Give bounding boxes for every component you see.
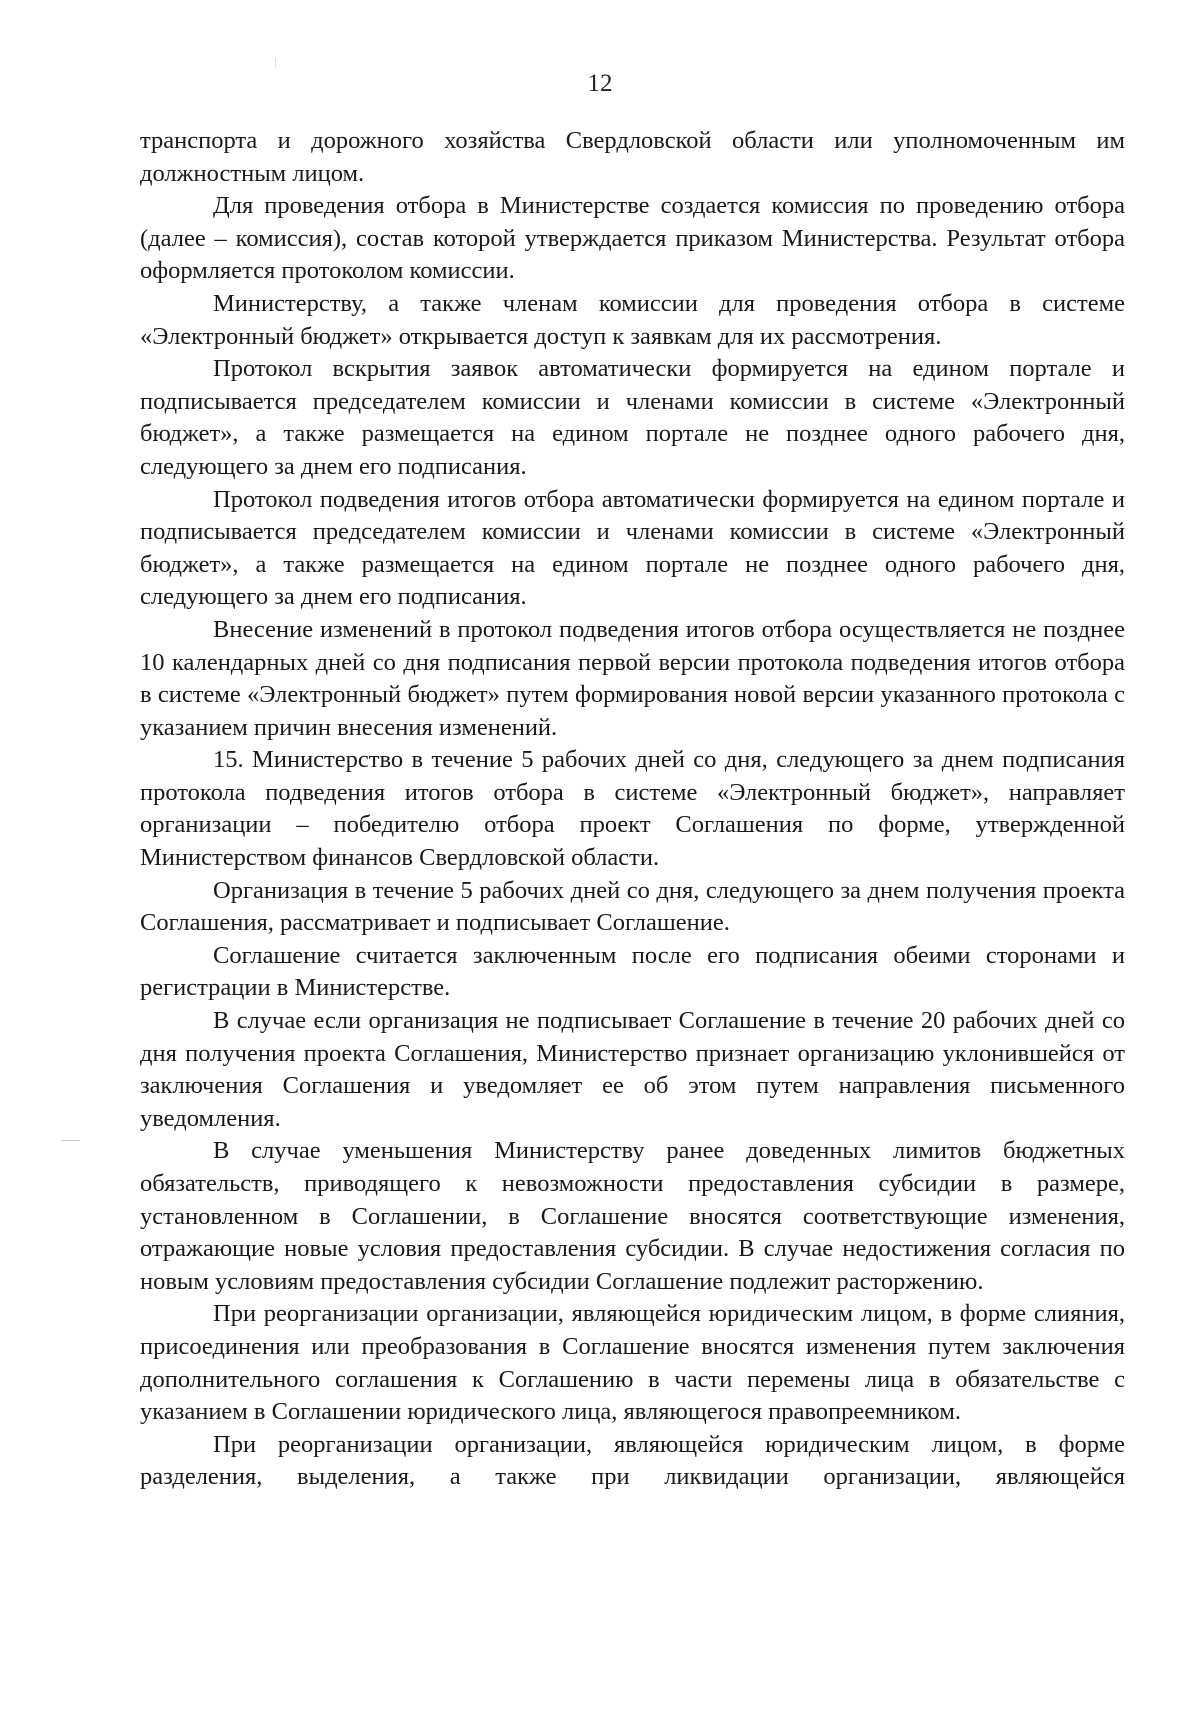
paragraph-continuation: транспорта и дорожного хозяйства Свердловской области или уполномоченным им должностным лицом. bbox=[140, 127, 1125, 187]
document-body bbox=[140, 125, 1125, 1494]
paragraph-agreement-concluded: Соглашение считается заключенным после его подписания обеими сторонами и регистрации в Министерстве. bbox=[140, 941, 1125, 1002]
paragraph-signing-term: Организация в течение 5 рабочих дней со дня, следующего за днем получения проекта Соглашения, рассматривает и подписывает Соглашение. bbox=[140, 876, 1125, 937]
scan-mark bbox=[62, 1140, 80, 1141]
page-number: 12 bbox=[587, 70, 613, 97]
paragraph-access: Министерству, а также членам комиссии для проведения отбора в системе «Электронный бюджет» открывается доступ к заявкам для их рассмотрения. bbox=[140, 289, 1125, 350]
paragraph-opening-protocol: Протокол вскрытия заявок автоматически формируется на едином портале и подписывается председателем комиссии и членами комиссии в системе «Электронный бюджет», а также размещается на едином портале не позднее одного рабочего дня, следующего за днем его подписания. bbox=[140, 355, 1125, 480]
scan-mark bbox=[275, 58, 276, 68]
paragraph-evasion: В случае если организация не подписывает Соглашение в течение 20 рабочих дней со дня получения проекта Соглашения, Министерство признает организацию уклонившейся от заключения Соглашения и уведомляет ее об этом путем направления письменного уведомления. bbox=[140, 1007, 1125, 1132]
paragraph-commission: Для проведения отбора в Министерстве создается комиссия по проведению отбора (далее – комиссия), состав которой утверждается приказом Министерства. Результат отбора оформляется протоколом комиссии. bbox=[140, 192, 1125, 285]
paragraph-reorganization-merger: При реорганизации организации, являющейся юридическим лицом, в форме слияния, присоединения или преобразования в Соглашение вносятся изменения путем заключения дополнительного соглашения к Соглашению в части перемены лица в обязательстве с указанием в Соглашении юридического лица, являющегося правопреемником. bbox=[140, 1300, 1125, 1426]
paragraph-results-protocol: Протокол подведения итогов отбора автоматически формируется на едином портале и подписывается председателем комиссии и членами комиссии в системе «Электронный бюджет», а также размещается на едином портале не позднее одного рабочего дня, следующего за днем его подписания. bbox=[140, 485, 1125, 611]
paragraph-item-15: 15. Министерство в течение 5 рабочих дней со дня, следующего за днем подписания протокола подведения итогов отбора в системе «Электронный бюджет», направляет организации – победителю отбора проект Соглашения по форме, утвержденной Министерством финансов Свердловской области. bbox=[140, 746, 1125, 872]
paragraph-reorganization-division: При реорганизации организации, являющейся юридическим лицом, в форме разделения, выделения, а также при ликвидации организации, являющейся bbox=[140, 1430, 1125, 1491]
paragraph-limits-reduction: В случае уменьшения Министерству ранее доведенных лимитов бюджетных обязательств, приводящего к невозможности предоставления субсидии в размере, установленном в Соглашении, в Соглашение вносятся соответствующие изменения, отражающие новые условия предоставления субсидии. В случае недостижения согласия по новым условиям предоставления субсидии Соглашение подлежит расторжению. bbox=[140, 1137, 1125, 1295]
paragraph-protocol-changes: Внесение изменений в протокол подведения итогов отбора осуществляется не позднее 10 календарных дней со дня подписания первой версии протокола подведения итогов отбора в системе «Электронный бюджет» путем формирования новой версии указанного протокола с указанием причин внесения изменений. bbox=[140, 615, 1125, 741]
